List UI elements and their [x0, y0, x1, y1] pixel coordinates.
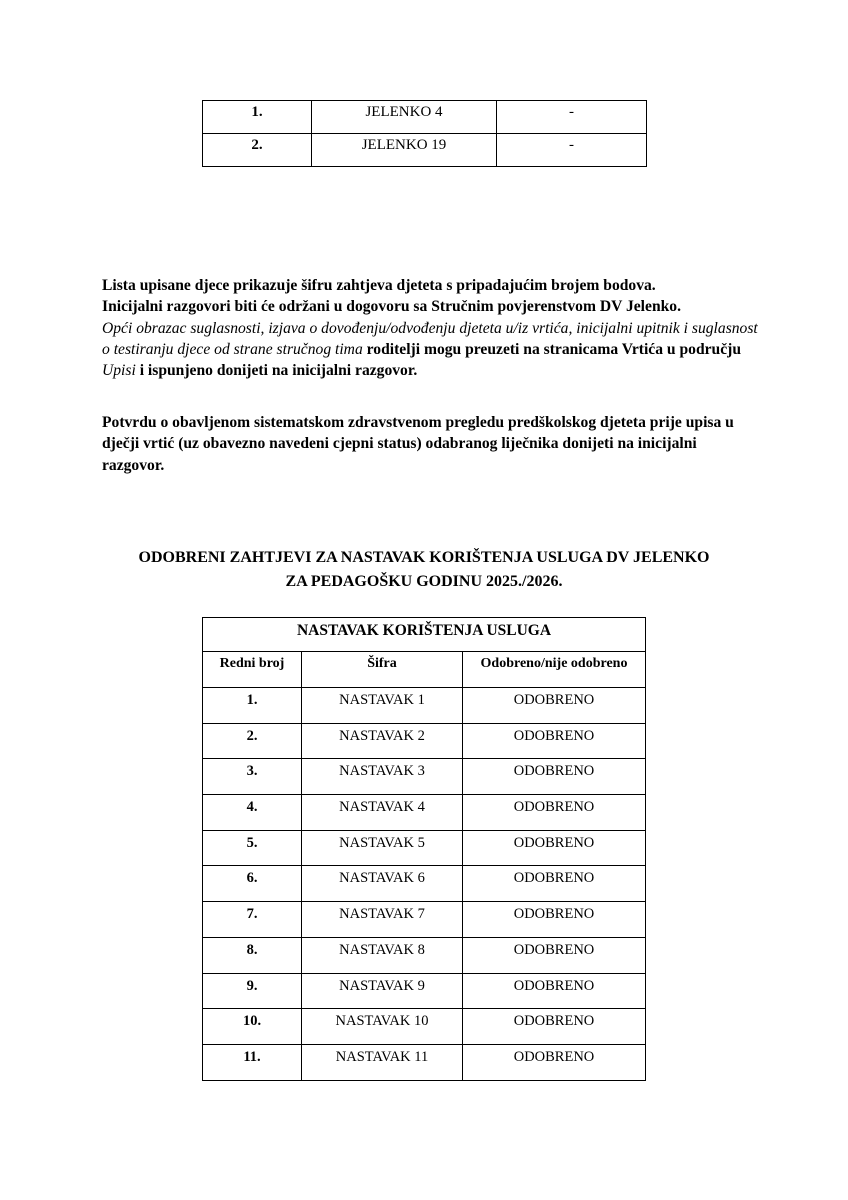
- request-code: NASTAVAK 8: [302, 937, 463, 973]
- table-row: [203, 866, 646, 902]
- heading-line: ZA PEDAGOŠKU GODINU 2025./2026.: [285, 573, 563, 590]
- points-value: -: [497, 134, 647, 167]
- table-row: [203, 101, 647, 134]
- approval-status: ODOBRENO: [463, 759, 646, 795]
- enrolled-children-table: [202, 100, 647, 167]
- table-row: [203, 795, 646, 831]
- approval-status: ODOBRENO: [463, 937, 646, 973]
- paragraph-line: Lista upisane djece prikazuje šifru zahtjeva djeteta s pripadajućim brojem bodova.: [102, 277, 656, 294]
- table-row: [203, 902, 646, 938]
- paragraph-text: i ispunjeno donijeti na inicijalni razgovor.: [135, 362, 418, 380]
- section-heading: [0, 546, 848, 594]
- row-number: 7.: [203, 902, 302, 938]
- table-row: [203, 688, 646, 724]
- paragraph-text: roditelji mogu preuzeti na stranicama Vrtića u području: [362, 340, 742, 358]
- forms-list-italic: Opći obrazac suglasnosti, izjava o dovođenju/odvođenju djeteta u/iz vrtića, inicijalni upitnik i suglasnost o testiranju djece od strane stručnog tima: [102, 319, 758, 358]
- approval-status: ODOBRENO: [463, 688, 646, 724]
- request-code: NASTAVAK 3: [302, 759, 463, 795]
- row-number: 4.: [203, 795, 302, 831]
- approval-status: ODOBRENO: [463, 830, 646, 866]
- request-code: NASTAVAK 9: [302, 973, 463, 1009]
- row-number: 1.: [203, 101, 312, 134]
- column-header: Redni broj: [203, 652, 302, 688]
- request-code: NASTAVAK 10: [302, 1009, 463, 1045]
- row-number: 6.: [203, 866, 302, 902]
- approval-status: ODOBRENO: [463, 723, 646, 759]
- row-number: 11.: [203, 1044, 302, 1080]
- heading-line: ODOBRENI ZAHTJEVI ZA NASTAVAK KORIŠTENJA USLUGA DV JELENKO: [138, 549, 710, 566]
- approval-status: ODOBRENO: [463, 866, 646, 902]
- upisi-italic: Upisi: [102, 362, 136, 380]
- health-check-paragraph: Potvrdu o obavljenom sistematskom zdravstvenom pregledu predškolskog djeteta prije upisa u dječji vrtić (uz obavezno navedeni cjepni status) odabranog liječnika donijeti na inicijalni razgovor.: [102, 414, 734, 474]
- request-code: NASTAVAK 2: [302, 723, 463, 759]
- row-number: 2.: [203, 134, 312, 167]
- table-row: [203, 759, 646, 795]
- column-header: Odobreno/nije odobreno: [463, 652, 646, 688]
- table-row: [203, 1009, 646, 1045]
- row-number: 9.: [203, 973, 302, 1009]
- info-paragraph: [102, 275, 762, 381]
- table-row: [203, 973, 646, 1009]
- approval-status: ODOBRENO: [463, 1044, 646, 1080]
- row-number: 10.: [203, 1009, 302, 1045]
- continuation-services-table: [202, 617, 646, 1081]
- request-code: NASTAVAK 4: [302, 795, 463, 831]
- request-code: NASTAVAK 6: [302, 866, 463, 902]
- request-code: NASTAVAK 1: [302, 688, 463, 724]
- table-row: [203, 830, 646, 866]
- row-number: 5.: [203, 830, 302, 866]
- approval-status: ODOBRENO: [463, 795, 646, 831]
- row-number: 1.: [203, 688, 302, 724]
- approval-status: ODOBRENO: [463, 973, 646, 1009]
- request-code: JELENKO 4: [312, 101, 497, 134]
- row-number: 8.: [203, 937, 302, 973]
- request-code: NASTAVAK 7: [302, 902, 463, 938]
- table-row: [203, 937, 646, 973]
- request-code: NASTAVAK 11: [302, 1044, 463, 1080]
- table-row: [203, 134, 647, 167]
- approval-status: ODOBRENO: [463, 902, 646, 938]
- request-code: NASTAVAK 5: [302, 830, 463, 866]
- table-row: [203, 723, 646, 759]
- table-caption: NASTAVAK KORIŠTENJA USLUGA: [203, 618, 646, 652]
- table-row: [203, 1044, 646, 1080]
- row-number: 2.: [203, 723, 302, 759]
- approval-status: ODOBRENO: [463, 1009, 646, 1045]
- paragraph-line: Inicijalni razgovori biti će održani u dogovoru sa Stručnim povjerenstvom DV Jelenko.: [102, 298, 681, 316]
- points-value: -: [497, 101, 647, 134]
- row-number: 3.: [203, 759, 302, 795]
- request-code: JELENKO 19: [312, 134, 497, 167]
- column-header: Šifra: [302, 652, 463, 688]
